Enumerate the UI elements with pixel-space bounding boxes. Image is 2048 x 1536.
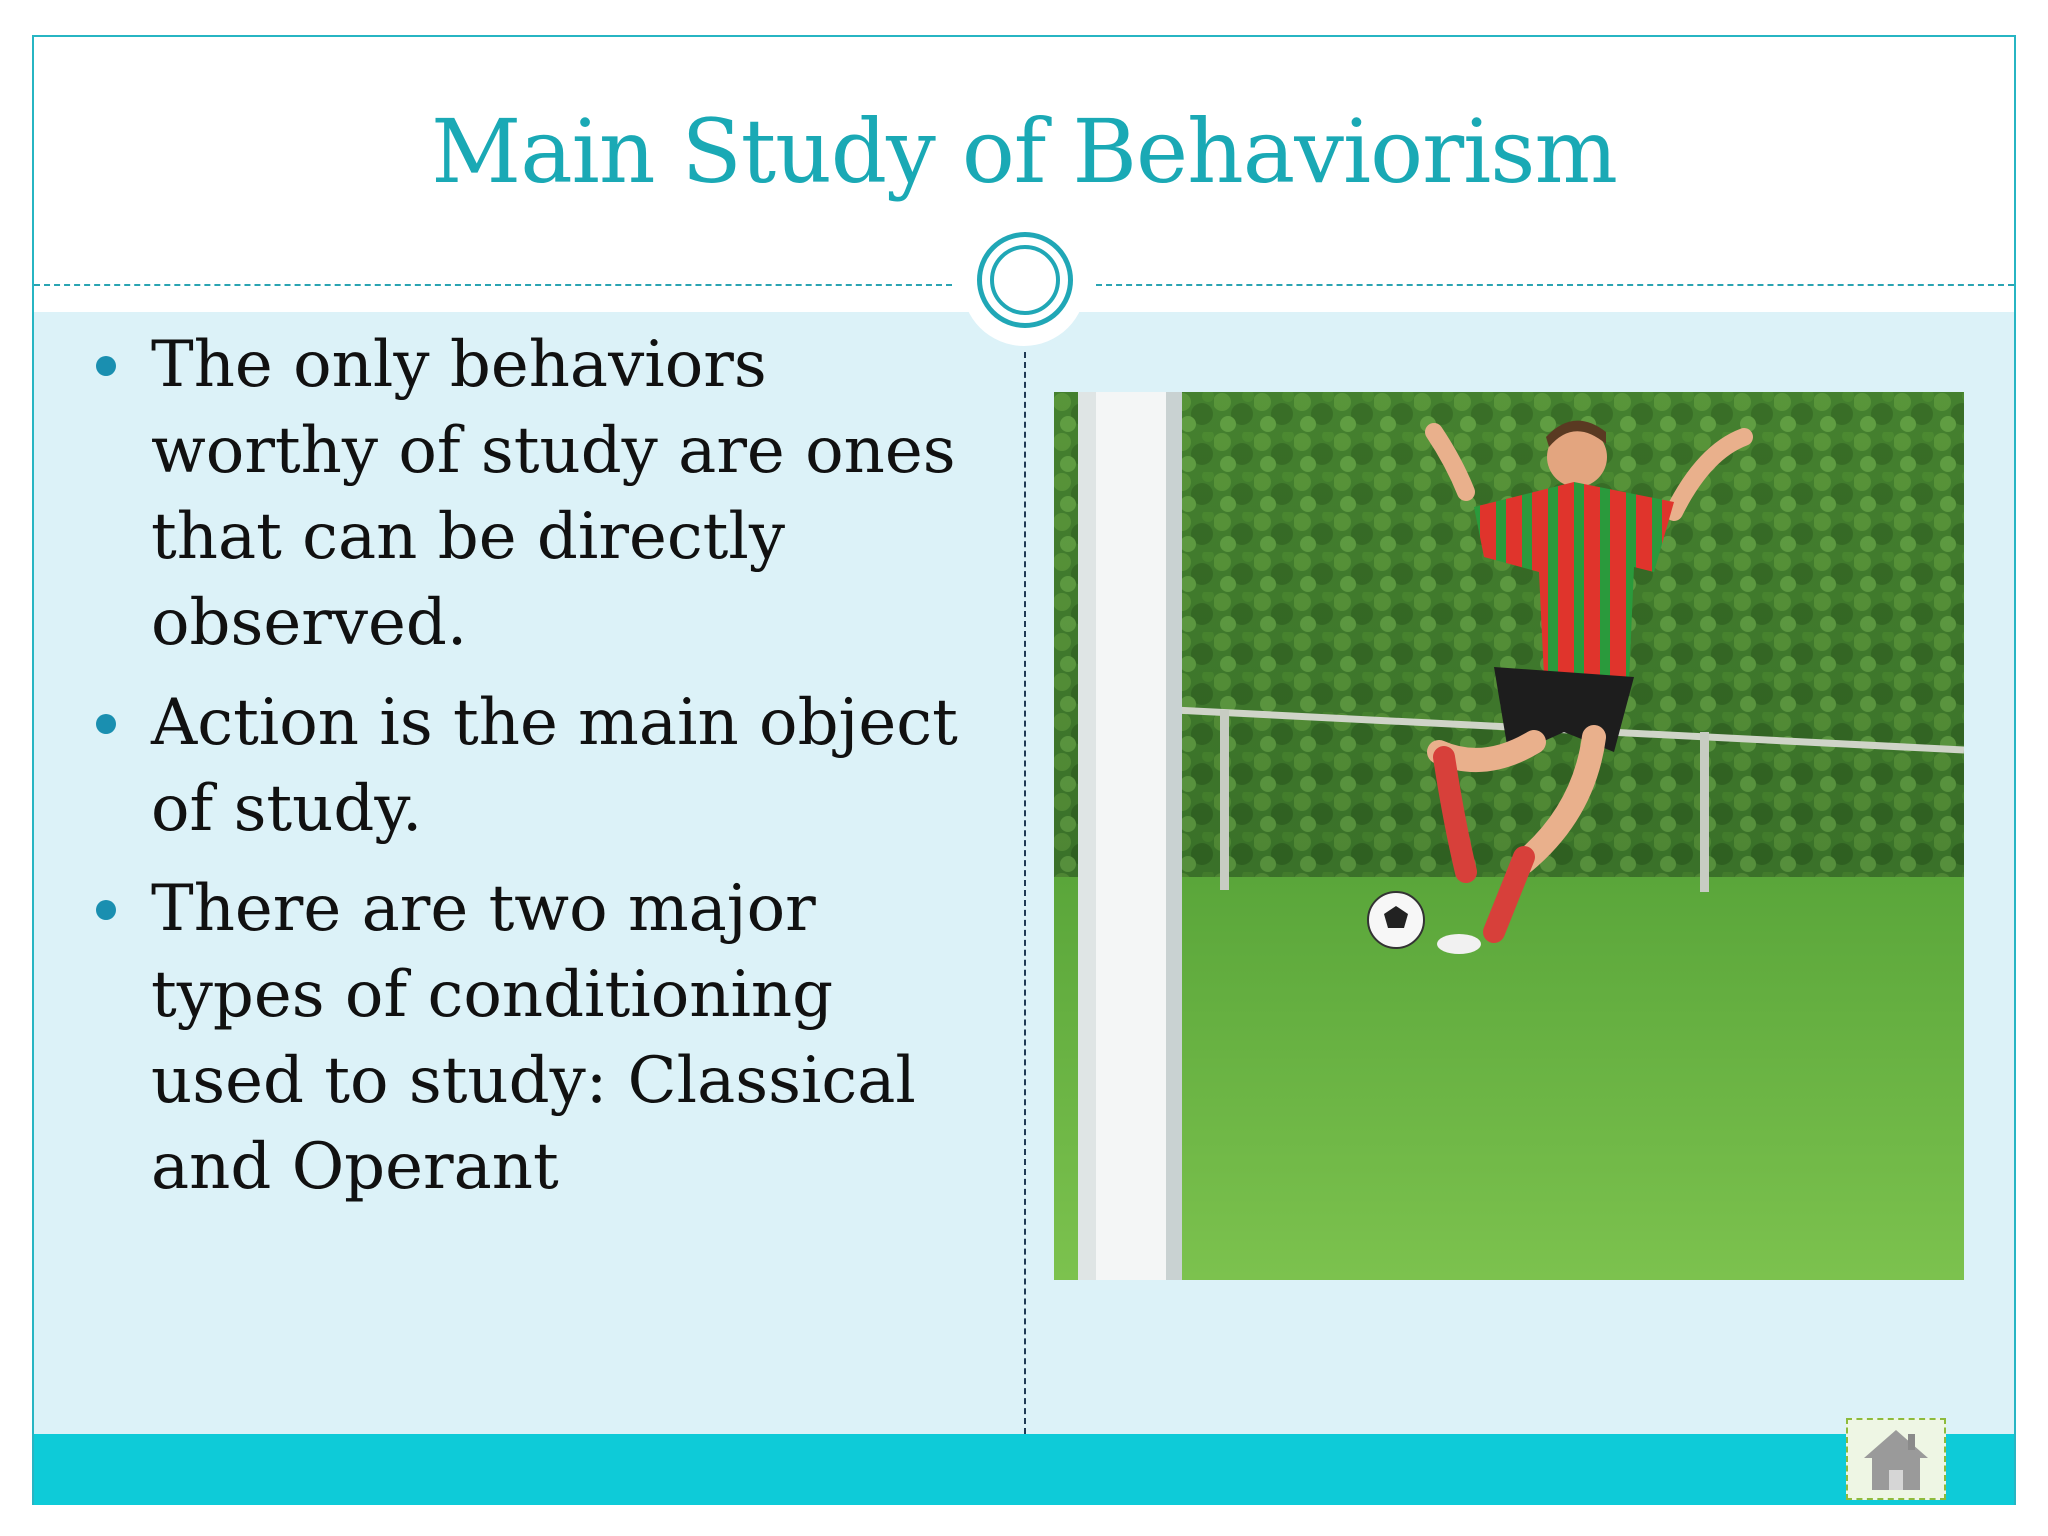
home-button[interactable] [1846, 1418, 1946, 1500]
divider-left [34, 284, 952, 286]
bullet-text: Action is the main object of study. [151, 686, 958, 846]
divider-inner-ring [990, 245, 1060, 315]
soccer-player-photo [1054, 392, 1964, 1280]
column-divider [1024, 352, 1026, 1434]
home-icon [1848, 1420, 1944, 1498]
bullet-dot-icon [96, 356, 116, 376]
divider-right [1096, 284, 2014, 286]
bullet-item [96, 322, 976, 666]
bullet-item [96, 680, 976, 852]
bullet-dot-icon [96, 714, 116, 734]
bullet-list [96, 322, 976, 1224]
slide-title: Main Study of Behaviorism [431, 100, 1617, 203]
bullet-text: The only behaviors worthy of study are ones that can be directly observed. [151, 328, 956, 660]
bullet-text: There are two major types of conditioning used to study: Classical and Operant [151, 872, 916, 1204]
bullet-item [96, 866, 976, 1210]
bottom-bar [34, 1434, 2014, 1505]
bullet-dot-icon [96, 900, 116, 920]
